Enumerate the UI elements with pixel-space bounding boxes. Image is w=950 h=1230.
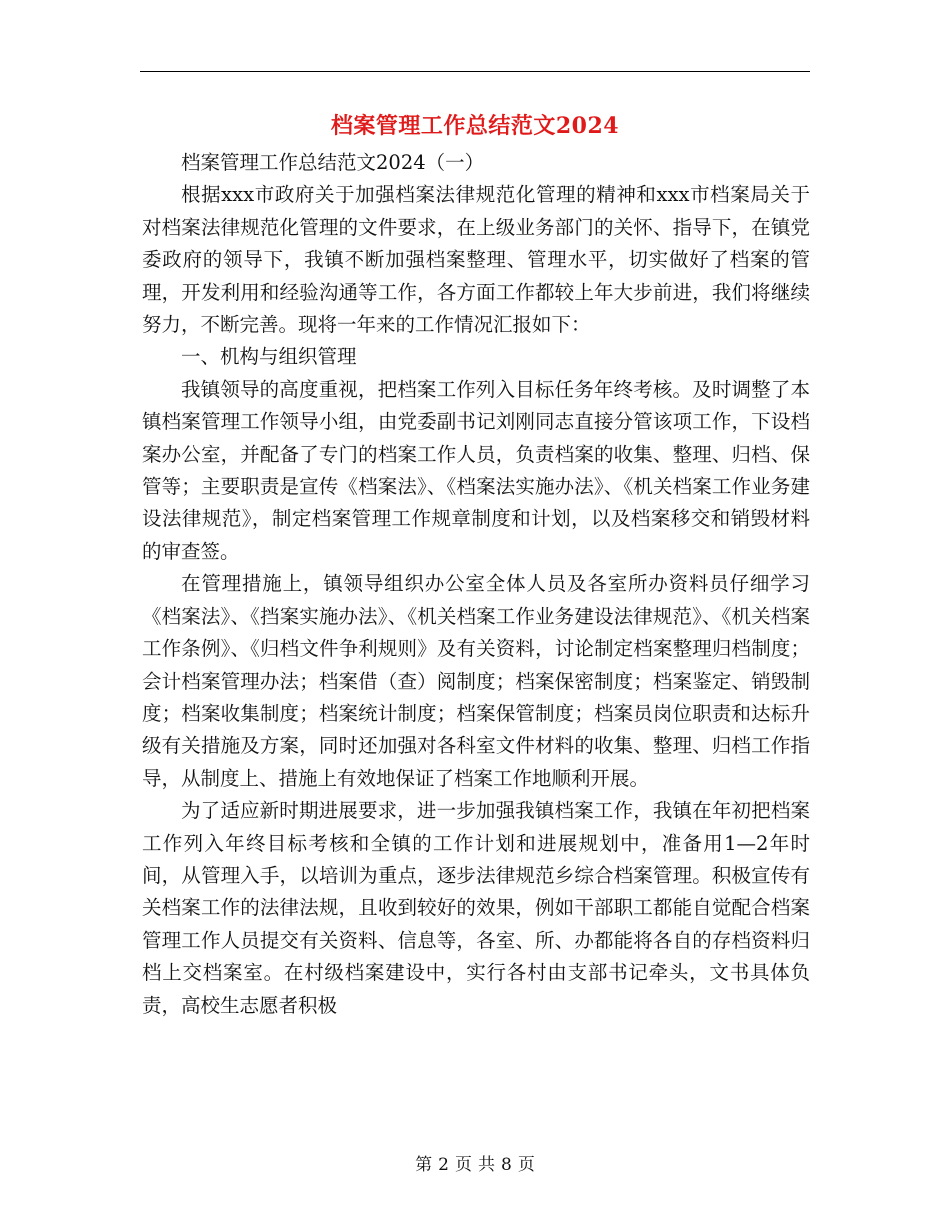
- body-paragraph: 我镇领导的高度重视，把档案工作列入目标任务年终考核。及时调整了本镇档案管理工作领导小组，由党委副书记刘刚同志直接分管该项工作，下设档案办公室，并配备了专门的档案工作人员，负责档案的收集、整理、归档、保管等；主要职责是宣传《档案法》、《档案法实施办法》、《机关档案工作业务建设法律规范》，制定档案管理工作规章制度和计划，以及档案移交和销毁材料的审查签。: [142, 377, 810, 563]
- footer-page-unit: 页: [455, 1155, 472, 1175]
- document-title: 档案管理工作总结范文2024: [330, 113, 620, 139]
- subtitle-paragraph: 档案管理工作总结范文2024（一）: [181, 151, 485, 174]
- footer-total-prefix: 共: [478, 1155, 495, 1175]
- footer-total-unit: 页: [517, 1155, 535, 1175]
- body-paragraph: 为了适应新时期进展要求，进一步加强我镇档案工作，我镇在年初把档案工作列入年终目标考核和全镇的工作计划和进展规划中，准备用1—2年时间，从管理入手，以培训为重点，逐步法律规范乡综合档案管理。积极宣传有关档案工作的法律法规，且收到较好的效果，例如干部职工都能自觉配合档案管理工作人员提交有关资料、信息等，各室、所、办都能将各自的存档资料归档上交档案室。在村级档案建设中，实行各村由支部书记牵头，文书具体负责，高校生志愿者积极: [142, 799, 810, 1017]
- body-paragraph: 根据xxx市政府关于加强档案法律规范化管理的精神和xxx市档案局关于对档案法律规范化管理的文件要求，在上级业务部门的关怀、指导下，在镇党委政府的领导下，我镇不断加强档案整理、管理水平，切实做好了档案的管理，开发利用和经验沟通等工作，各方面工作都较上年大步前进，我们将继续努力，不断完善。现将一年来的工作情况汇报如下：: [142, 183, 810, 337]
- header-rule: [140, 71, 810, 72]
- body-paragraph: 在管理措施上，镇领导组织办公室全体人员及各室所办资料员仔细学习《档案法》、《挡案实施办法》、《机关档案工作业务建设法律规范》、《机关档案工作条例》、《归档文件争利规则》及有关资料，讨论制定档案整理归档制度；会计档案管理办法；档案借（查）阅制度；档案保密制度；档案鉴定、销毁制度；档案收集制度；档案统计制度；档案保管制度；档案员岗位职责和达标升级有关措施及方案，同时还加强对各科室文件材料的收集、整理、归档工作指导，从制度上、措施上有效地保证了档案工作地顺利开展。: [142, 572, 810, 790]
- footer-total-pages: 8: [501, 1155, 512, 1175]
- document-body: [142, 147, 810, 1022]
- page-footer: [0, 1152, 950, 1178]
- section-heading: 一、机构与组织管理: [181, 345, 357, 369]
- footer-prefix: 第: [415, 1155, 433, 1175]
- footer-page-number: 2: [438, 1155, 449, 1175]
